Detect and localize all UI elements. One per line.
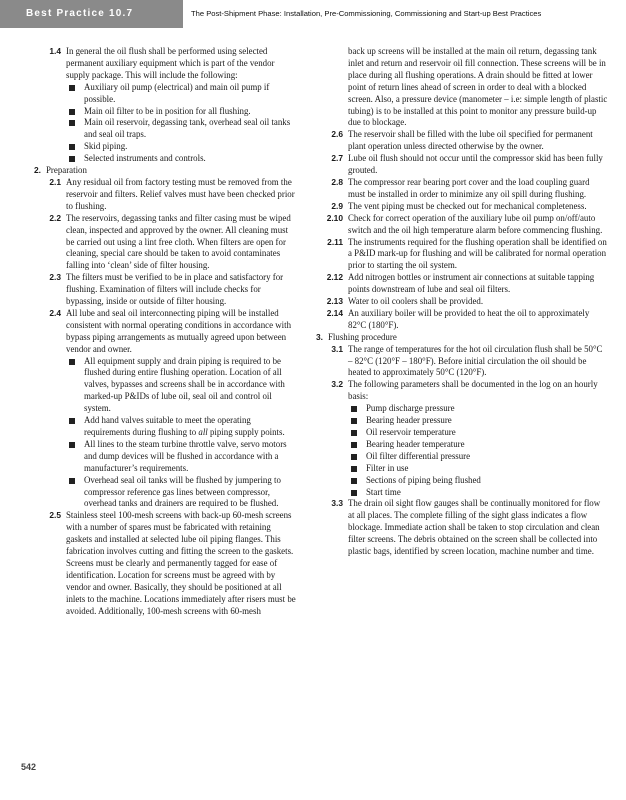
section-number: 3. <box>316 331 323 342</box>
right-column <box>312 46 608 558</box>
item-2-1 <box>30 177 298 213</box>
list-item: Oil reservoir temperature <box>348 427 608 439</box>
list-item: Selected instruments and controls. <box>66 153 298 165</box>
list-item: All lines to the steam turbine throttle valve, servo motors and dump devices will be flushed in accordance with a manufacturer’s requirements. <box>66 439 298 475</box>
item-2-10 <box>312 213 608 237</box>
section-title: Flushing procedure <box>328 331 397 342</box>
item-text: Add nitrogen bottles or instrument air connections at suitable tapping points downstream of lube and seal oil filters. <box>348 272 595 295</box>
page-number: 542 <box>21 762 37 772</box>
item-text: An auxiliary boiler will be provided to heat the oil to approximately 82°C (180°F). <box>348 307 590 330</box>
bullet-square-icon <box>351 442 357 448</box>
item-text: Check for correct operation of the auxiliary lube oil pump on/off/auto switch and the oil high temperature alarm before commencing flushing. <box>348 212 603 235</box>
bullet-square-icon <box>351 406 357 412</box>
item-2-12 <box>312 272 608 296</box>
bullet-square-icon <box>351 430 357 436</box>
item-number: 2.2 <box>49 212 61 223</box>
bullet-square-icon <box>351 478 357 484</box>
item-2-3 <box>30 272 298 308</box>
item-2-13 <box>312 296 608 308</box>
item-number: 3.1 <box>331 343 343 354</box>
item-number: 2.11 <box>327 236 343 247</box>
item-2-7 <box>312 153 608 177</box>
item-text: The vent piping must be checked out for mechanical completeness. <box>348 200 587 211</box>
item-3-1 <box>312 344 608 380</box>
item-number: 2.3 <box>49 272 61 283</box>
item-2-5-continued <box>312 46 608 129</box>
item-number: 2.12 <box>326 272 343 283</box>
item-number: 3.2 <box>331 379 343 390</box>
bullet-square-icon <box>69 144 75 150</box>
item-text: Water to oil coolers shall be provided. <box>348 296 484 307</box>
bullet-square-icon <box>69 109 75 115</box>
bullet-square-icon <box>69 442 75 448</box>
list-item: Main oil filter to be in position for all flushing. <box>66 106 298 118</box>
bullet-square-icon <box>69 156 75 162</box>
bullet-square-icon <box>69 120 75 126</box>
bullet-square-icon <box>351 418 357 424</box>
item-2-9 <box>312 201 608 213</box>
list-item: Main oil reservoir, degassing tank, overhead seal oil tanks and seal oil traps. <box>66 117 298 141</box>
item-text: back up screens will be installed at the main oil return, degassing tank inlet and return and reservoir oil fill connection. These screens will be in place during all flushing operations. A drain should be fitted at lower point of return lines ahead of screen in order to deal with a blocked screen. Also, a pressure device (manometer – i.e: simple length of plastic tubing) is to be installed at this point to monitor any pressure build-up due to blockage. <box>348 46 608 128</box>
bullet-square-icon <box>351 490 357 496</box>
left-column <box>30 46 298 618</box>
list-item: Start time <box>348 487 608 499</box>
list-item: Overhead seal oil tanks will be flushed by jumpering to compressor reference gas lines between compressor, overhead tanks and drainers are required to be flushed. <box>66 475 298 511</box>
list-item: Pump discharge pressure <box>348 403 608 415</box>
item-3-3 <box>312 498 608 558</box>
bullet-square-icon <box>69 85 75 91</box>
bullet-square-icon <box>69 478 75 484</box>
item-text: The drain oil sight flow gauges shall be continually monitored for flow at all places. The complete filling of the sight glass indicates a flow blockage. Immediate action shall be taken to stop circulation and clean filter screens. The debris obtained on the screen shall be collected into plastic bags, identified by screen location, machine number and time. <box>348 498 601 557</box>
item-number: 2.4 <box>49 307 61 318</box>
list-item: Sections of piping being flushed <box>348 475 608 487</box>
header-chapter-title: The Post-Shipment Phase: Installation, Pre-Commissioning, Commissioning and Start-up Best Practices <box>191 9 542 18</box>
item-text: In general the oil flush shall be performed using selected permanent auxiliary equipment which is part of the vendor supply package. This will include the following: <box>66 46 275 80</box>
section-2-heading <box>30 165 298 177</box>
item-1-4 <box>30 46 298 165</box>
section-number: 2. <box>34 165 41 176</box>
header-section-tab: Best Practice 10.7 <box>0 0 183 28</box>
bullet-square-icon <box>69 359 75 365</box>
item-2-11 <box>312 237 608 273</box>
item-2-14 <box>312 308 608 332</box>
bullet-square-icon <box>351 466 357 472</box>
item-number: 2.14 <box>326 307 343 318</box>
item-text: The compressor rear bearing port cover and the load coupling guard must be installed in order to minimize any oil spill during flushing. <box>348 176 590 199</box>
item-3-2 <box>312 379 608 498</box>
item-number: 3.3 <box>331 498 343 509</box>
list-item: Filter in use <box>348 463 608 475</box>
item-2-4 <box>30 308 298 510</box>
item-number: 2.10 <box>326 212 343 223</box>
item-text: The reservoir shall be filled with the lube oil specified for permanent plant operation unless directed otherwise by the owner. <box>348 129 593 152</box>
item-text: All lube and seal oil interconnecting piping will be installed consistent with normal operating conditions in accordance with bypass piping arrangements as mutually agreed upon between vendor and owner. <box>66 307 292 354</box>
bullet-list <box>66 82 298 165</box>
item-number: 2.1 <box>49 176 61 187</box>
item-text: The instruments required for the flushing operation shall be identified on a P&ID mark-up for flushing and will be calibrated for normal operation prior to starting the oil system. <box>348 236 607 271</box>
list-item: Bearing header temperature <box>348 439 608 451</box>
list-item: Bearing header pressure <box>348 415 608 427</box>
item-2-5 <box>30 510 298 617</box>
item-number: 2.13 <box>326 296 343 307</box>
item-number: 2.9 <box>331 200 343 211</box>
item-number: 1.4 <box>49 46 61 56</box>
item-number: 2.5 <box>49 510 61 521</box>
bullet-list <box>66 356 298 511</box>
bullet-square-icon <box>69 418 75 424</box>
list-item: All equipment supply and drain piping is required to be flushed during entire flushing operation. Location of all valves, bypasses and screens shall be in accordance with marked-up P&IDs of lube oil, seal oil and control oil system. <box>66 356 298 416</box>
item-text: Lube oil flush should not occur until the compressor skid has been fully grouted. <box>348 153 603 176</box>
list-item: Auxiliary oil pump (electrical) and main oil pump if possible. <box>66 82 298 106</box>
item-text: The filters must be verified to be in place and satisfactory for flushing. Examination of filters will include checks for bypassing, inside or outside of filter housing. <box>66 272 284 307</box>
item-text: The range of temperatures for the hot oil circulation flush shall be 50°C – 82°C (120°F – 180°F). Before initial circulation the oil should be heated to approximately 50°C (120°F). <box>348 343 603 378</box>
section-3-heading <box>312 332 608 344</box>
item-number: 2.7 <box>331 153 343 164</box>
item-text: Any residual oil from factory testing must be removed from the reservoir and filters. Relief valves must have been checked prior to flushing. <box>66 176 295 211</box>
item-number: 2.6 <box>331 129 343 140</box>
list-item: Skid piping. <box>66 141 298 153</box>
bullet-square-icon <box>351 454 357 460</box>
list-item: Oil filter differential pressure <box>348 451 608 463</box>
item-2-8 <box>312 177 608 201</box>
list-item: Add hand valves suitable to meet the operating requirements during flushing to all piping supply points. <box>66 415 298 439</box>
item-2-6 <box>312 129 608 153</box>
item-text: The following parameters shall be documented in the log on an hourly basis: <box>348 379 598 402</box>
section-title: Preparation <box>46 165 87 176</box>
item-text: The reservoirs, degassing tanks and filter casing must be wiped clean, inspected and approved by the owner. All cleaning must be carried out using a lint free cloth. When filters are open for cleaning, special care should be taken to avoid contaminates falling into ‘clean’ side of filter housing. <box>66 212 291 271</box>
item-number: 2.8 <box>331 176 343 187</box>
item-text: Stainless steel 100-mesh screens with back-up 60-mesh screens with a number of spares must be fabricated with retaining gaskets and installed at selected lube oil piping flanges. This fabrication involves cutting and fitting the screen to the gaskets. Screens must be clearly and permanently tagged for ease of identification. Location for screens must be agreed with by vendor and owner. Basically, they should be positioned at all inlets to the machine. Locations immediately after risers must be avoided. Additionally, 100-mesh screens with 60-mesh <box>66 510 296 616</box>
bullet-list <box>348 403 608 498</box>
item-2-2 <box>30 213 298 273</box>
